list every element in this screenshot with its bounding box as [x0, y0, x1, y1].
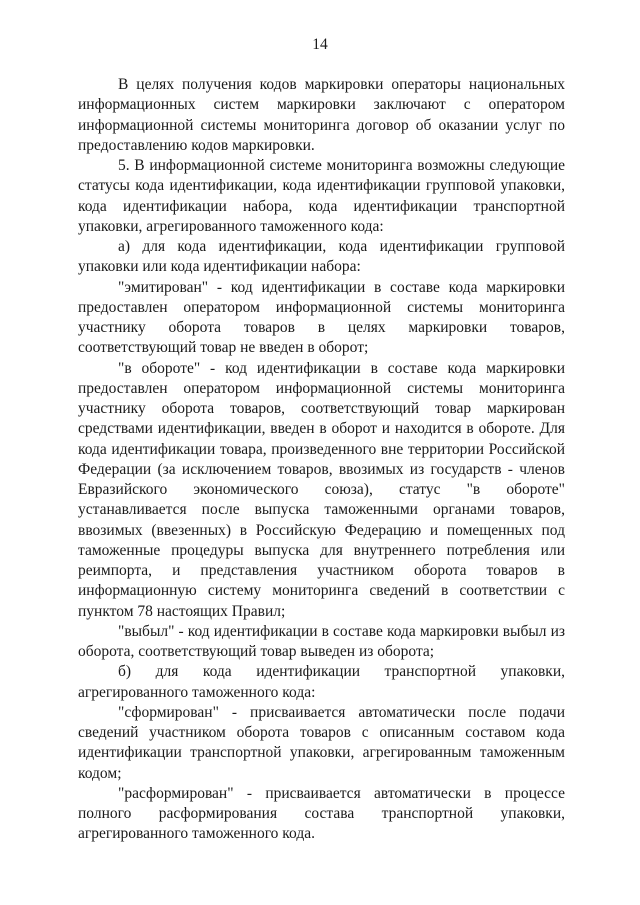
- paragraph-subitem-b: б) для кода идентификации транспортной упаковки, агрегированного таможенного кода:: [78, 663, 565, 701]
- paragraph-status-disbanded: "расформирован" - присваивается автоматически в процессе полного расформирования состава транспортной упаковки, агрегированного таможенного кода.: [78, 784, 565, 843]
- paragraph-subitem-a: а) для кода идентификации, кода идентификации групповой упаковки или кода идентификации набора:: [78, 238, 565, 276]
- paragraph-status-withdrawn: "выбыл" - код идентификации в составе кода маркировки выбыл из оборота, соответствующий товар выведен из оборота;: [78, 622, 565, 660]
- paragraph-marking-codes-contract: В целях получения кодов маркировки операторы национальных информационных систем маркировки заключают с оператором информационной системы мониторинга договор об оказании услуг по предоставлению кодов маркировки.: [78, 76, 565, 154]
- document-body: [78, 75, 565, 845]
- paragraph-status-in-circulation: "в обороте" - код идентификации в составе кода маркировки предоставлен оператором информационной системы мониторинга участнику оборота товаров, соответствующий товар маркирован средствами идентификации, введен в оборот и находится в обороте. Для кода идентификации товара, произведенного вне территории Российской Федерации (за исключением товаров, ввозимых из государств - членов Евразийского экономического союза), статус "в обороте" устанавливается после выпуска таможенными органами товаров, ввозимых (ввезенных) в Российскую Федерацию и помещенных под таможенные процедуры выпуска для внутреннего потребления или реимпорта, и представления участником оборота товаров в информационную систему мониторинга сведений в соответствии с пунктом 78 настоящих Правил;: [78, 359, 565, 620]
- paragraph-status-emitted: "эмитирован" - код идентификации в составе кода маркировки предоставлен оператором информационной системы мониторинга участнику оборота товаров в целях маркировки товаров, соответствующий товар не введен в оборот;: [78, 278, 565, 357]
- paragraph-status-formed: "сформирован" - присваивается автоматически после подачи сведений участником оборота товаров с описанным составом кода идентификации транспортной упаковки, агрегированным таможенным кодом;: [78, 703, 565, 782]
- page-number: 14: [312, 36, 328, 53]
- paragraph-item-5-statuses: 5. В информационной системе мониторинга возможны следующие статусы кода идентификации, кода идентификации групповой упаковки, кода идентификации набора, кода идентификации транспортной упаковки, агрегированного таможенного кода:: [78, 157, 565, 235]
